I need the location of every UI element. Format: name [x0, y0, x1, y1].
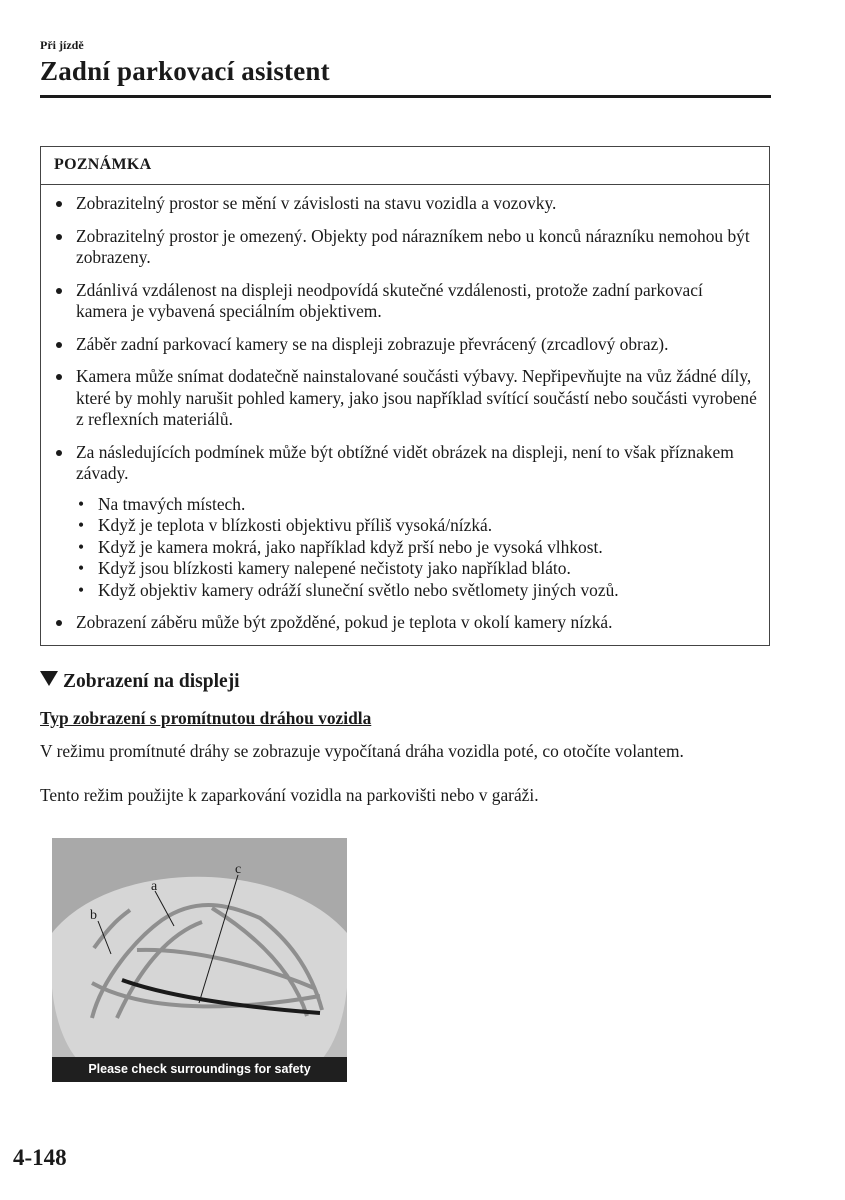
bullet-icon	[56, 201, 62, 207]
note-item-text: Kamera může snímat dodatečně nainstalované součásti výbavy. Nepřipevňujte na vůz žádné díly, které by mohly narušit pohled kamery, jako jsou například svítící součástí nebo součásti vyrobené z reflexních materiálů.	[76, 366, 757, 429]
label-c: c	[235, 862, 242, 877]
note-item-text: Zobrazitelný prostor je omezený. Objekty pod nárazníkem nebo u konců nárazníku nemohou být zobrazeny.	[76, 225, 750, 267]
page-title: Zadní parkovací asistent	[40, 56, 330, 86]
section-heading-text: Zobrazení na displeji	[63, 671, 240, 692]
bullet-icon	[56, 234, 62, 240]
small-bullet-icon: •	[78, 579, 85, 600]
camera-view-graphic	[52, 838, 347, 1082]
rear-camera-display	[52, 838, 347, 1082]
label-b: b	[90, 908, 97, 923]
label-a: a	[151, 879, 158, 894]
sub-list	[76, 494, 757, 602]
note-item-text: Zdánlivá vzdálenost na displeji neodpovídá skutečné vzdálenosti, protože zadní parkovací kamera je vybavená speciálním objektivem.	[76, 279, 703, 321]
bullet-icon	[56, 288, 62, 294]
leader-line-c	[199, 875, 238, 1003]
sub-list-item	[76, 558, 757, 580]
section-heading	[40, 671, 240, 693]
sub-list-item	[76, 494, 757, 516]
section-label: Při jízdě	[40, 38, 84, 52]
bullet-icon	[56, 342, 62, 348]
sub-item-text: Když objektiv kamery odráží sluneční světlo nebo světlomety jiných vozů.	[98, 579, 619, 600]
sub-item-text: Když jsou blízkosti kamery nalepené nečistoty jako například bláto.	[98, 558, 571, 578]
note-item-text: Záběr zadní parkovací kamery se na displeji zobrazuje převrácený (zrcadlový obraz).	[76, 333, 669, 354]
bullet-icon	[56, 374, 62, 380]
note-item	[54, 226, 757, 269]
camera-caption: Please check surroundings for safety	[52, 1057, 347, 1082]
note-header: POZNÁMKA	[41, 147, 769, 185]
body-paragraph: Tento režim použijte k zaparkování vozidla na parkovišti nebo v garáži.	[40, 785, 539, 805]
sub-list-item	[76, 515, 757, 537]
note-box	[40, 146, 770, 646]
note-item	[54, 280, 757, 323]
note-item-text: Zobrazení záběru může být zpožděné, pokud je teplota v okolí kamery nízká.	[76, 612, 613, 632]
small-bullet-icon: •	[78, 536, 85, 557]
small-bullet-icon: •	[78, 493, 85, 514]
small-bullet-icon: •	[78, 558, 85, 578]
page-number: 4-148	[13, 1145, 67, 1170]
title-rule	[40, 95, 771, 98]
sub-item-text: Když je kamera mokrá, jako například když prší nebo je vysoká vlhkost.	[98, 536, 603, 557]
bullet-icon	[56, 620, 62, 626]
guide-line-b	[94, 910, 130, 948]
body-paragraph: V režimu promítnuté dráhy se zobrazuje vypočítaná dráha vozidla poté, co otočíte volantem.	[40, 741, 684, 761]
note-item-text: Zobrazitelný prostor se mění v závislosti na stavu vozidla a vozovky.	[76, 193, 557, 213]
sub-list-item	[76, 580, 757, 602]
sub-heading: Typ zobrazení s promítnutou dráhou vozidla	[40, 708, 372, 728]
sub-item-text: Když je teplota v blízkosti objektivu příliš vysoká/nízká.	[98, 515, 493, 535]
note-item	[54, 366, 757, 431]
sub-item-text: Na tmavých místech.	[98, 493, 246, 514]
note-item	[54, 442, 757, 602]
note-item	[54, 334, 757, 356]
note-item	[54, 612, 757, 634]
note-item	[54, 193, 757, 215]
small-bullet-icon: •	[78, 515, 85, 535]
note-item-text: Za následujících podmínek může být obtížné vidět obrázek na displeji, není to však příznakem závady.	[76, 441, 734, 483]
bullet-icon	[56, 450, 62, 456]
note-list	[41, 185, 769, 634]
guide-line-horizontal	[137, 950, 314, 988]
sub-list-item	[76, 537, 757, 559]
triangle-down-icon	[40, 671, 58, 686]
